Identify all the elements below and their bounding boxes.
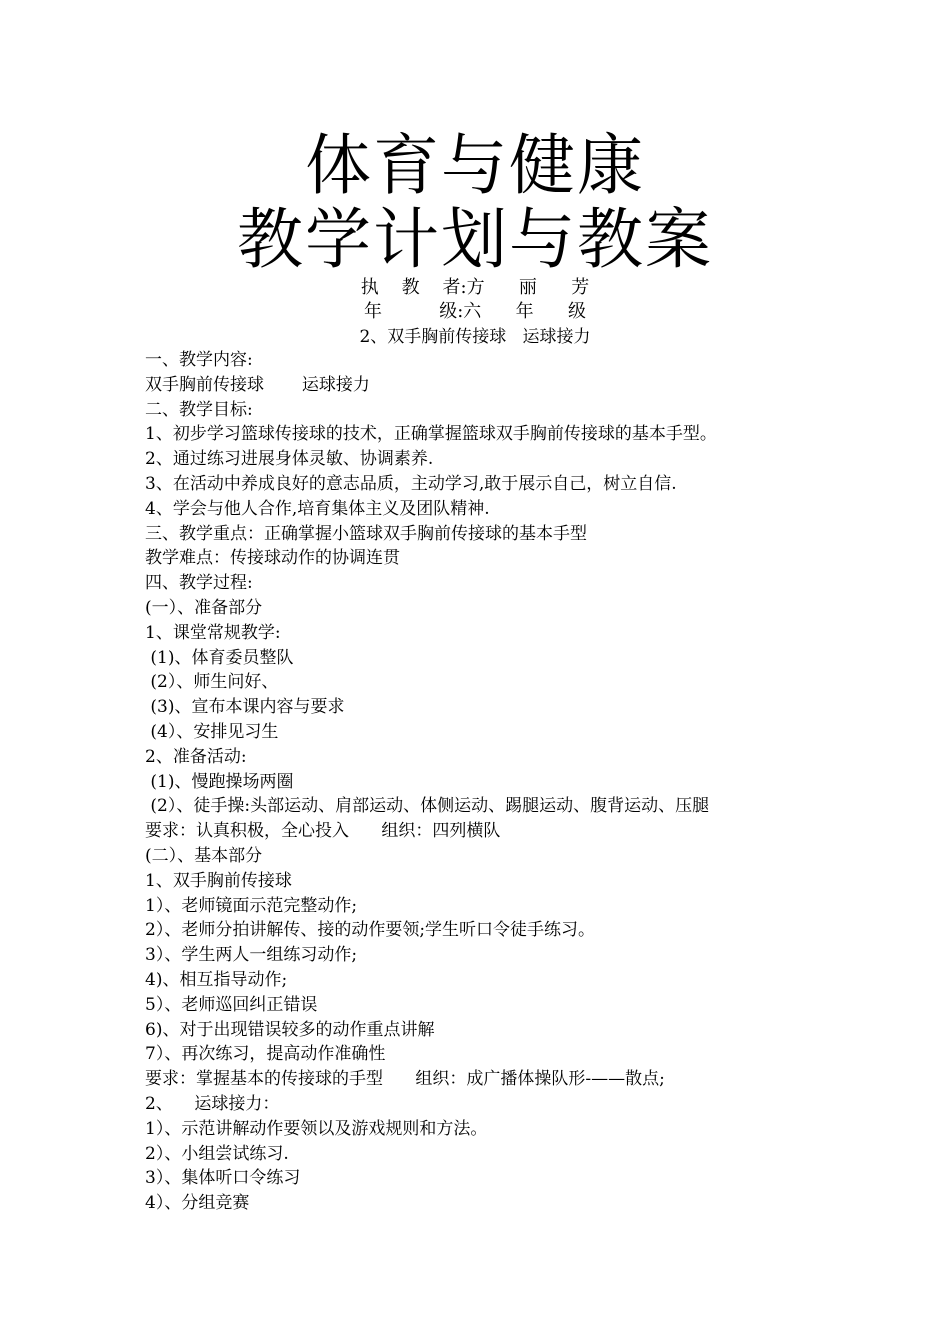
body-line: 双手胸前传接球 运球接力	[145, 374, 370, 395]
body-line: 二、教学目标:	[145, 399, 253, 420]
body-line: 7）、再次练习，提高动作准确性	[145, 1044, 386, 1065]
teacher-label: 执 教 者:	[360, 277, 467, 298]
body-line: 2、 运球接力：	[145, 1093, 280, 1114]
body-line: 4)、相互指导动作;	[145, 969, 288, 990]
body-line: 2）、老师分拍讲解传、接的动作要领;学生听口令徒手练习。	[145, 920, 596, 941]
lesson-title: 2、双手胸前传接球 运球接力	[359, 327, 591, 347]
body-line: 要求：认真积极，全心投入 组织：四列横队	[145, 821, 501, 842]
body-line: 3、在活动中养成良好的意志品质，主动学习,敢于展示自己，树立自信.	[145, 473, 677, 494]
lesson-body	[145, 348, 925, 1216]
body-line: 3）、集体听口令练习	[145, 1168, 301, 1189]
teacher-name: 方 丽 芳	[466, 277, 590, 298]
body-line: 四、教学过程:	[145, 573, 253, 594]
body-line: 教学难点：传接球动作的协调连贯	[145, 548, 400, 569]
grade-label: 年 级:	[364, 301, 464, 322]
body-line: (1)、体育委员整队	[145, 647, 294, 668]
body-line: 6)、对于出现错误较多的动作重点讲解	[145, 1019, 435, 1040]
body-line: (二）、基本部分	[145, 845, 263, 866]
body-line: 1）、示范讲解动作要领以及游戏规则和方法。	[145, 1118, 488, 1139]
body-line: (2）、徒手操:头部运动、肩部运动、体侧运动、踢腿运动、腹背运动、压腿	[145, 796, 710, 817]
body-line: 1、课堂常规教学:	[145, 622, 281, 643]
document-title-line1: 体育与健康	[305, 127, 645, 204]
grade-value: 六 年 级	[463, 301, 586, 322]
body-line: 4、学会与他人合作,培育集体主义及团队精神.	[145, 498, 490, 519]
body-line: 2）、小组尝试练习.	[145, 1143, 289, 1164]
grade-row	[0, 300, 950, 324]
body-line: 2、通过练习进展身体灵敏、协调素养.	[145, 449, 434, 470]
body-line: 4）、分组竞赛	[145, 1193, 250, 1214]
body-line: 三、教学重点：正确掌握小篮球双手胸前传接球的基本手型	[145, 523, 587, 544]
body-line: 1、双手胸前传接球	[145, 870, 292, 891]
document-title-line2: 教学计划与教案	[237, 201, 713, 278]
body-line: 2、准备活动:	[145, 746, 247, 767]
body-line: (4）、安排见习生	[145, 721, 279, 742]
body-line: 3）、学生两人一组练习动作;	[145, 945, 358, 966]
body-line: 一、教学内容:	[145, 350, 253, 370]
body-line: 要求：掌握基本的传接球的手型 组织：成广播体操队形-——散点;	[145, 1069, 665, 1090]
body-line: (1)、慢跑操场两圈	[145, 771, 294, 792]
body-line: 1）、老师镜面示范完整动作;	[145, 895, 358, 916]
body-line: 1、初步学习篮球传接球的技术，正确掌握篮球双手胸前传接球的基本手型。	[145, 424, 717, 445]
body-line: (一）、准备部分	[145, 597, 263, 618]
body-line: (2）、师生问好、	[145, 672, 279, 693]
body-line: 5）、老师巡回纠正错误	[145, 994, 318, 1015]
teacher-row	[0, 276, 950, 300]
body-line: (3)、宣布本课内容与要求	[145, 697, 345, 718]
